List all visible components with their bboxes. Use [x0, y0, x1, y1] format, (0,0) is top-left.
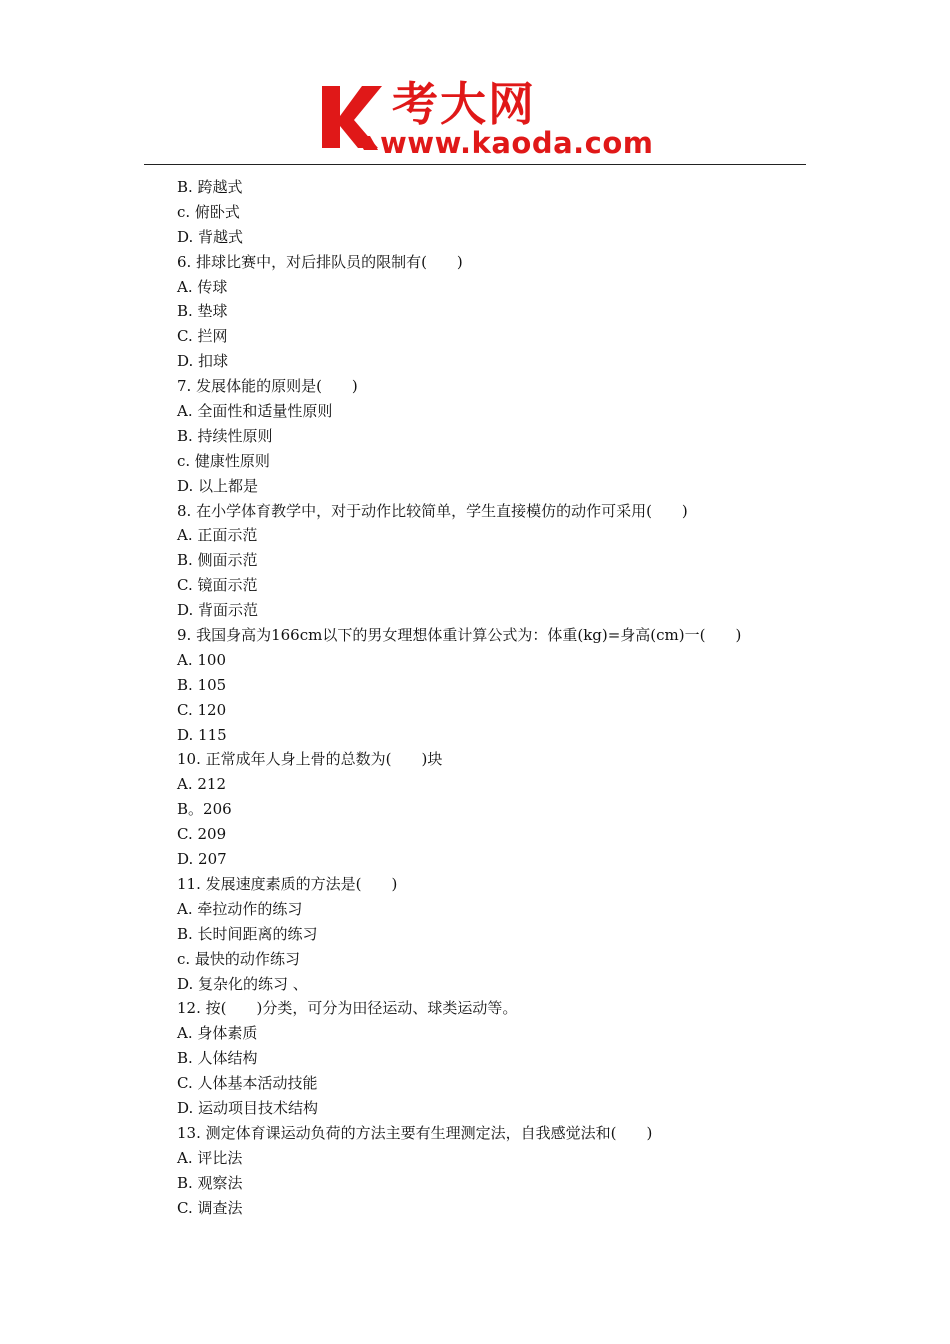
answer-option: B. 长时间距离的练习: [177, 924, 318, 943]
question-stem: 7. 发展体能的原则是( ): [177, 377, 358, 396]
question-stem: 12. 按( )分类，可分为田径运动、球类运动等。: [177, 999, 518, 1018]
answer-option: C. 镜面示范: [177, 576, 258, 595]
question-stem: 8. 在小学体育教学中，对于动作比较简单，学生直接模仿的动作可采用( ): [177, 501, 688, 520]
answer-option: c. 健康性原则: [177, 451, 270, 470]
header-divider: [144, 164, 806, 165]
logo-url: www.kaoda.com: [380, 126, 654, 160]
answer-option: A. 212: [177, 775, 226, 794]
answer-option: C. 调查法: [177, 1198, 243, 1217]
answer-option: B. 跨越式: [177, 178, 243, 196]
answer-option: c. 俯卧式: [177, 202, 240, 221]
answer-option: B. 人体结构: [177, 1049, 258, 1068]
answer-option: D. 以上都是: [177, 476, 259, 495]
answer-option: B. 观察法: [177, 1173, 243, 1192]
answer-option: B. 侧面示范: [177, 551, 258, 570]
answer-option: D. 207: [177, 850, 227, 869]
answer-option: D. 复杂化的练习 、: [177, 974, 308, 993]
question-stem: 9. 我国身高为166cm以下的男女理想体重计算公式为：体重(kg)=身高(cm)一( ): [177, 626, 742, 645]
answer-option: A. 身体素质: [177, 1024, 258, 1043]
answer-option: C. 拦网: [177, 327, 228, 346]
answer-option: D. 背越式: [177, 227, 244, 246]
logo-title: 考大网: [392, 77, 536, 131]
answer-option: D. 115: [177, 725, 227, 744]
question-stem: 6. 排球比赛中，对后排队员的限制有( ): [177, 252, 463, 271]
answer-option: A. 牵拉动作的练习: [177, 899, 303, 918]
answer-option: A. 传球: [177, 277, 228, 296]
answer-option: C. 人体基本活动技能: [177, 1074, 318, 1093]
answer-option: B。206: [177, 800, 232, 819]
answer-option: A. 100: [177, 650, 226, 669]
kaoda-logo: [318, 76, 654, 160]
answer-option: A. 评比法: [177, 1148, 243, 1167]
question-list: [177, 175, 817, 1220]
answer-option: c. 最快的动作练习: [177, 949, 300, 968]
answer-option: B. 垫球: [177, 302, 228, 321]
answer-option: A. 全面性和适量性原则: [177, 402, 333, 421]
answer-option: D. 运动项目技术结构: [177, 1098, 319, 1117]
answer-option: C. 209: [177, 825, 227, 844]
question-stem: 10. 正常成年人身上骨的总数为( )块: [177, 750, 443, 769]
answer-option: A. 正面示范: [177, 526, 258, 545]
answer-option: D. 背面示范: [177, 601, 259, 620]
answer-option: B. 持续性原则: [177, 426, 273, 445]
question-stem: 13. 测定体育课运动负荷的方法主要有生理测定法，自我感觉法和( ): [177, 1123, 653, 1142]
page-header: [0, 0, 950, 170]
answer-option: B. 105: [177, 675, 227, 694]
answer-option: C. 120: [177, 700, 227, 719]
question-stem: 11. 发展速度素质的方法是( ): [177, 874, 398, 893]
answer-option: D. 扣球: [177, 352, 229, 371]
